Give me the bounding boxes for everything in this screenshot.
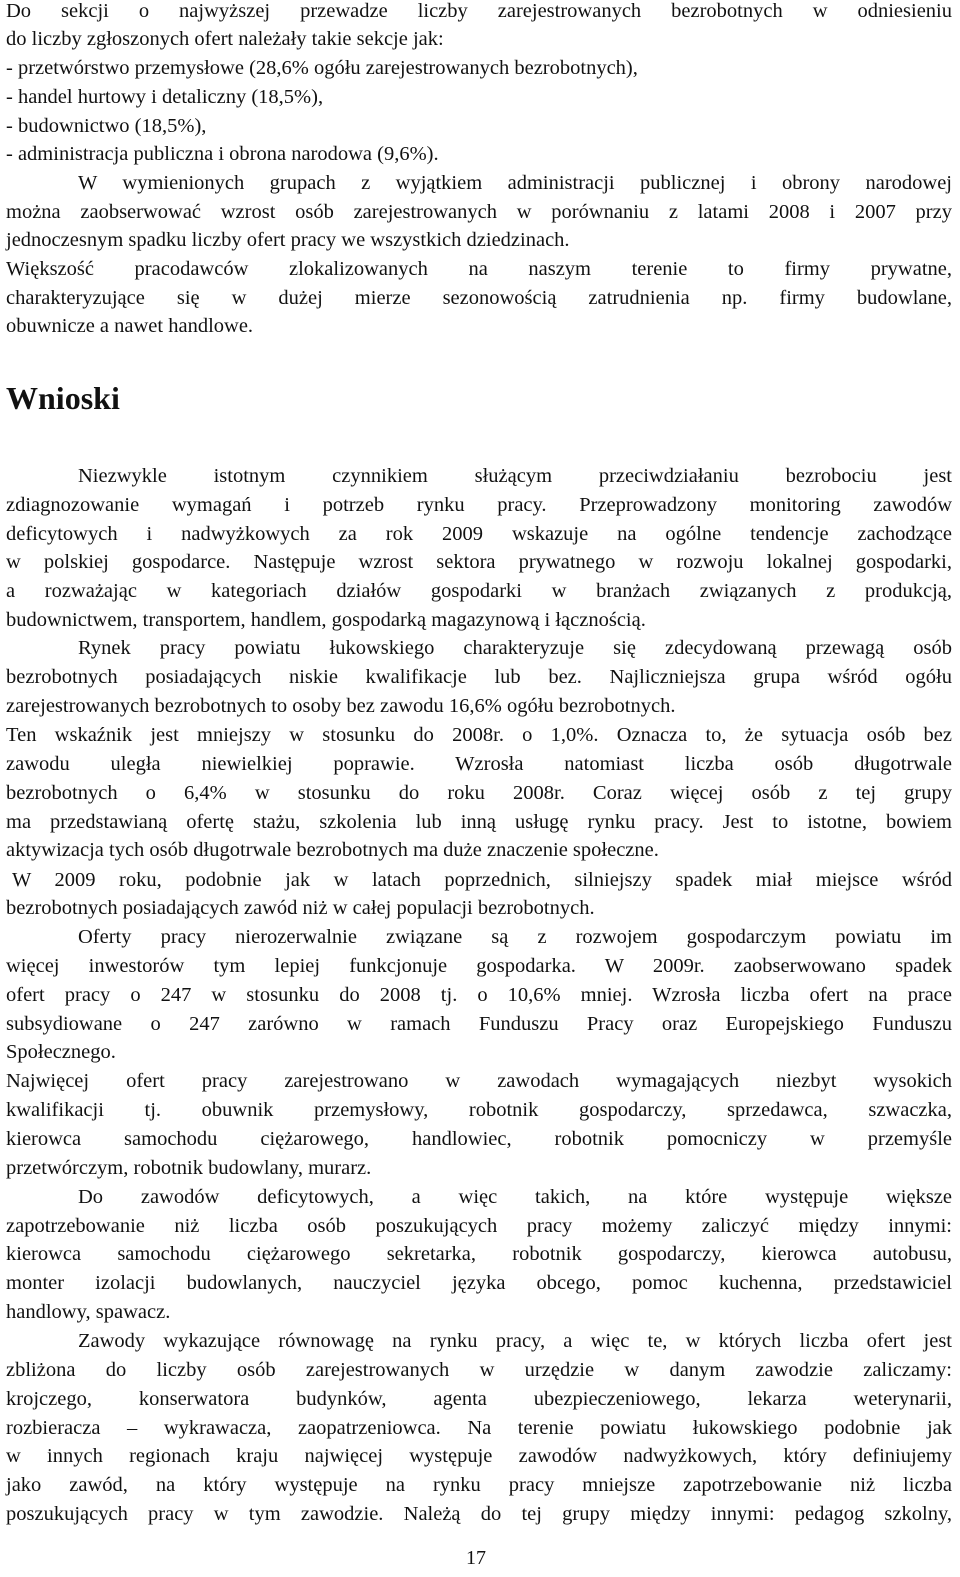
text-line: krojczego, konserwatora budynków, agenta ubezpieczeniowego, lekarza weterynarii, bbox=[6, 1388, 952, 1410]
text-line: kwalifikacji tj. obuwnik przemysłowy, robotnik gospodarczy, sprzedawca, szwaczka, bbox=[6, 1099, 952, 1121]
text-line: - budownictwo (18,5%), bbox=[6, 115, 207, 137]
text-line: obuwnicze a nawet handlowe. bbox=[6, 315, 254, 337]
text-line: - handel hurtowy i detaliczny (18,5%), bbox=[6, 86, 324, 108]
text-line: jednoczesnym spadku liczby ofert pracy we wszystkich dziedzinach. bbox=[6, 229, 570, 251]
text-line: W 2009 roku, podobnie jak w latach poprzednich, silniejszy spadek miał miejsce wśród bbox=[12, 869, 952, 891]
text-line: monter izolacji budowlanych, nauczyciel języka obcego, pomoc kuchenna, przedstawiciel bbox=[6, 1272, 952, 1294]
text-line: Społecznego. bbox=[6, 1041, 116, 1063]
text-line: Do sekcji o najwyższej przewadze liczby zarejestrowanych bezrobotnych w odniesieniu bbox=[6, 0, 952, 22]
text-line: Większość pracodawców zlokalizowanych na naszym terenie to firmy prywatne, bbox=[6, 258, 952, 280]
text-line: jako zawód, na który występuje na rynku pracy mniejsze zapotrzebowanie niż liczba bbox=[6, 1474, 952, 1496]
text-line: kierowca samochodu ciężarowego, handlowiec, robotnik pomocniczy w przemyśle bbox=[6, 1128, 952, 1150]
text-line: rozbieracza – wykrawacza, zaopatrzeniowca. Na terenie powiatu łukowskiego podobnie jak bbox=[6, 1417, 952, 1439]
text-line: ofert pracy o 247 w stosunku do 2008 tj. o 10,6% mniej. Wzrosła liczba ofert na prace bbox=[6, 984, 952, 1006]
text-line: można zaobserwować wzrost osób zarejestrowanych w porównaniu z latami 2008 i 2007 przy bbox=[6, 201, 952, 223]
text-line: więcej inwestorów tym lepiej funkcjonuje gospodarka. W 2009r. zaobserwowano spadek bbox=[6, 955, 952, 977]
text-line: zdiagnozowanie wymagań i potrzeb rynku pracy. Przeprowadzony monitoring zawodów bbox=[6, 494, 952, 516]
text-line: do liczby zgłoszonych ofert należały takie sekcje jak: bbox=[6, 28, 444, 50]
text-line: charakteryzujące się w dużej mierze sezonowością zatrudnienia np. firmy budowlane, bbox=[6, 287, 952, 309]
text-line: przetwórczym, robotnik budowlany, murarz. bbox=[6, 1157, 372, 1179]
text-line: ma przedstawianą ofertę stażu, szkolenia lub inną usługę rynku pracy. Jest to istotne, bowiem bbox=[6, 811, 952, 833]
text-line: Niezwykle istotnym czynnikiem służącym przeciwdziałaniu bezrobociu jest bbox=[78, 465, 952, 487]
text-line: handlowy, spawacz. bbox=[6, 1301, 171, 1323]
text-line: - administracja publiczna i obrona narodowa (9,6%). bbox=[6, 143, 439, 165]
text-line: Ten wskaźnik jest mniejszy w stosunku do 2008r. o 1,0%. Oznacza to, że sytuacja osób bez bbox=[6, 724, 952, 746]
text-line: zbliżona do liczby osób zarejestrowanych w urzędzie w danym zawodzie zaliczamy: bbox=[6, 1359, 952, 1381]
text-line: bezrobotnych posiadających zawód niż w całej populacji bezrobotnych. bbox=[6, 897, 595, 919]
text-line: zawodu uległa niewielkiej poprawie. Wzrosła natomiast liczba osób długotrwale bbox=[6, 753, 952, 775]
text-line: Oferty pracy nierozerwalnie związane są z rozwojem gospodarczym powiatu im bbox=[78, 926, 952, 948]
text-line: Najwięcej ofert pracy zarejestrowano w zawodach wymagających niezbyt wysokich bbox=[6, 1070, 952, 1092]
text-line: W wymienionych grupach z wyjątkiem administracji publicznej i obrony narodowej bbox=[78, 172, 952, 194]
text-line: zapotrzebowanie niż liczba osób poszukujących pracy możemy zaliczyć między innymi: bbox=[6, 1215, 952, 1237]
text-line: Zawody wykazujące równowagę na rynku pracy, a więc te, w których liczba ofert jest bbox=[78, 1330, 952, 1352]
text-line: w innych regionach kraju najwięcej występuje zawodów nadwyżkowych, który definiujemy bbox=[6, 1445, 952, 1467]
text-line: zarejestrowanych bezrobotnych to osoby bez zawodu 16,6% ogółu bezrobotnych. bbox=[6, 695, 676, 717]
text-line: deficytowych i nadwyżkowych za rok 2009 wskazuje na ogólne tendencje zachodzące bbox=[6, 523, 952, 545]
text-line: kierowca samochodu ciężarowego sekretarka, robotnik gospodarczy, kierowca autobusu, bbox=[6, 1243, 952, 1265]
section-heading: Wnioski bbox=[6, 380, 120, 416]
page-number: 17 bbox=[466, 1547, 486, 1569]
text-line: subsydiowane o 247 zarówno w ramach Funduszu Pracy oraz Europejskiego Funduszu bbox=[6, 1013, 952, 1035]
text-line: aktywizacja tych osób długotrwale bezrobotnych ma duże znaczenie społeczne. bbox=[6, 839, 659, 861]
text-line: w polskiej gospodarce. Następuje wzrost sektora prywatnego w rozwoju lokalnej gospodarki, bbox=[6, 551, 952, 573]
text-line: bezrobotnych o 6,4% w stosunku do roku 2008r. Coraz więcej osób z tej grupy bbox=[6, 782, 952, 804]
text-line: - przetwórstwo przemysłowe (28,6% ogółu zarejestrowanych bezrobotnych), bbox=[6, 57, 638, 79]
text-line: Do zawodów deficytowych, a więc takich, na które występuje większe bbox=[78, 1186, 952, 1208]
text-line: bezrobotnych posiadających niskie kwalifikacje lub bez. Najliczniejsza grupa wśród ogółu bbox=[6, 666, 952, 688]
text-line: Rynek pracy powiatu łukowskiego charakteryzuje się zdecydowaną przewagą osób bbox=[78, 637, 952, 659]
text-line: a rozważając w kategoriach działów gospodarki w branżach związanych z produkcją, bbox=[6, 580, 952, 602]
text-line: budownictwem, transportem, handlem, gospodarką magazynową i łącznością. bbox=[6, 609, 646, 631]
text-line: poszukujących pracy w tym zawodzie. Należą do tej grupy między innymi: pedagog szkolny, bbox=[6, 1503, 952, 1525]
